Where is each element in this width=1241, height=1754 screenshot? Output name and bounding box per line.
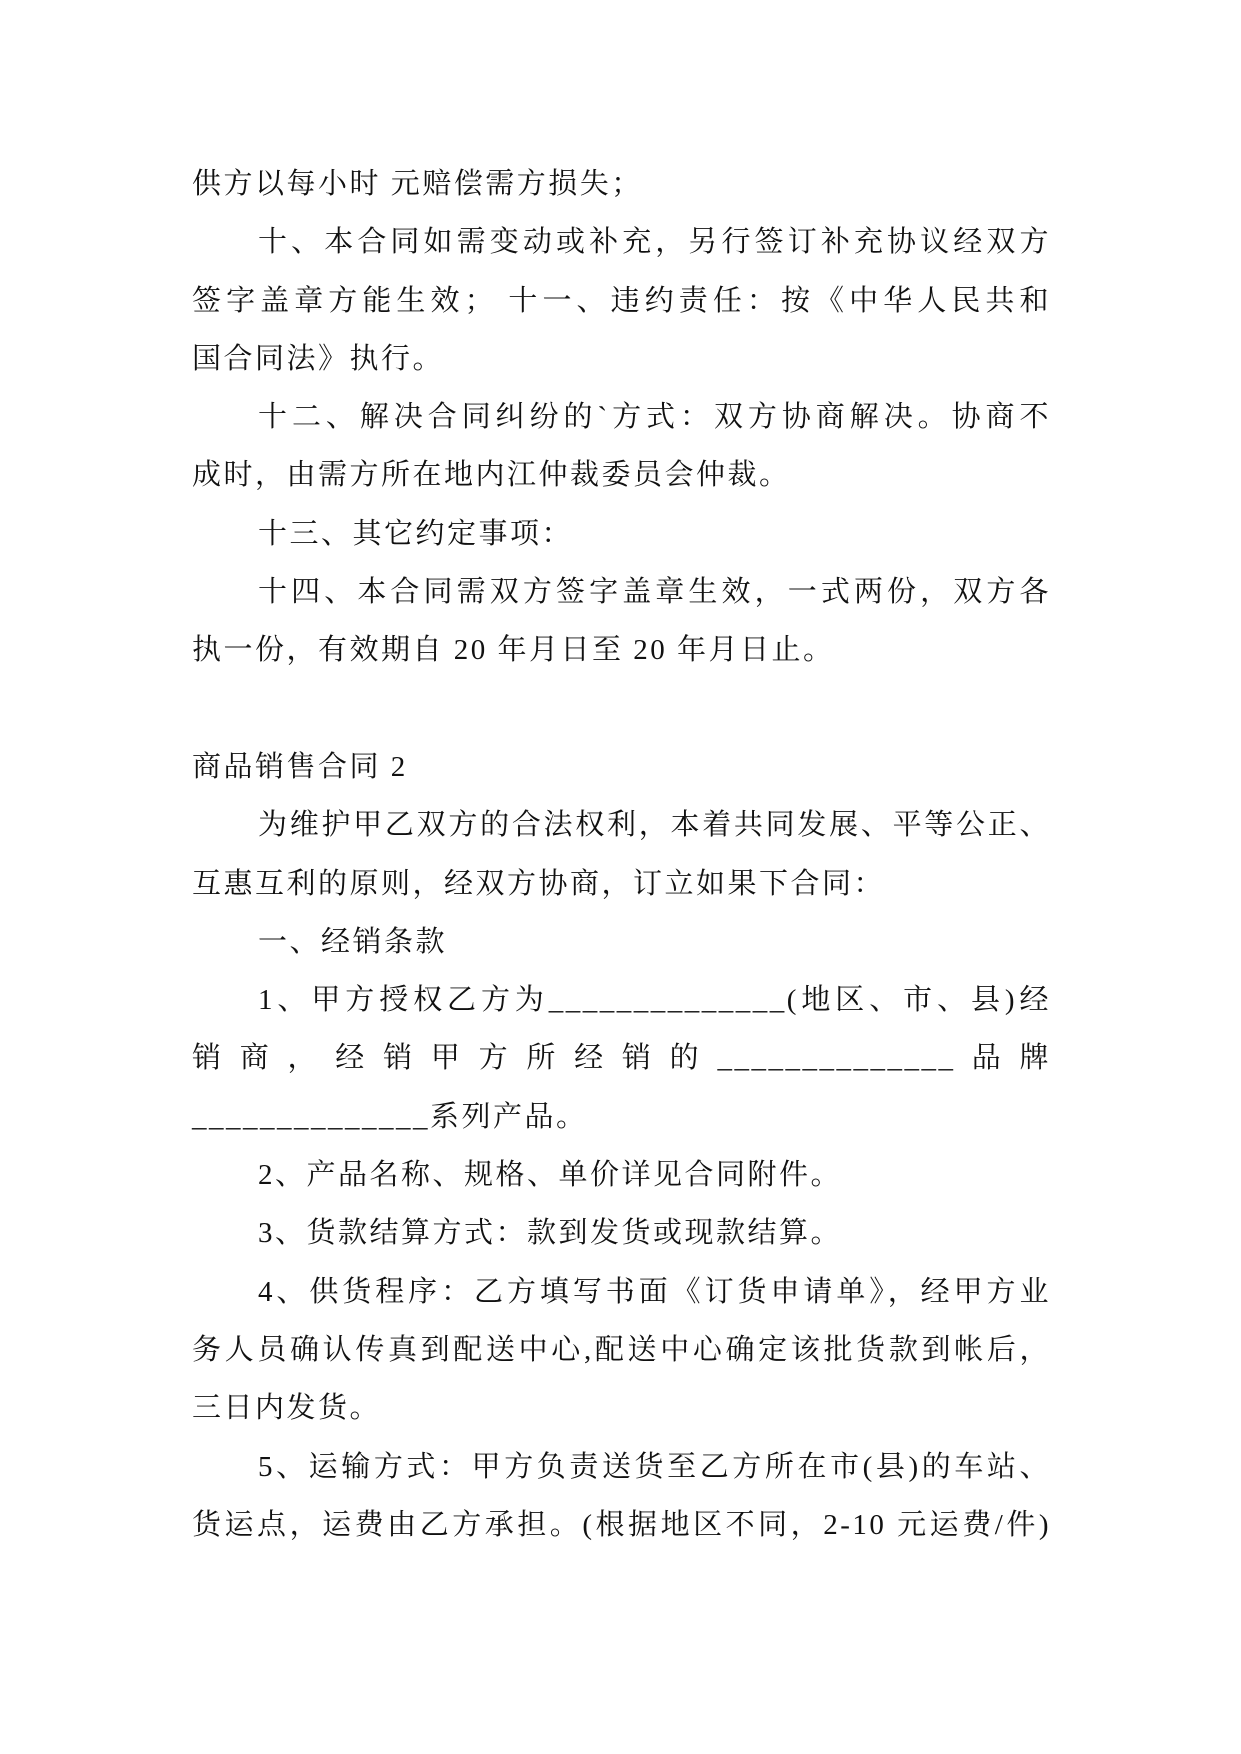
preamble-paragraph [192, 796, 1051, 913]
item-4-paragraph [192, 1263, 1051, 1438]
text-line: 货运点，运费由乙方承担。(根据地区不同，2-10 元运费/件) [192, 1508, 1051, 1541]
text-line: 成时，由需方所在地内江仲裁委员会仲裁。 [192, 459, 791, 492]
section-heading [192, 913, 1051, 971]
clause-12-paragraph [192, 388, 1051, 505]
text-line: 十、本合同如需变动或补充，另行签订补充协议经双方 [258, 226, 1051, 259]
text-line: 4、供货程序：乙方填写书面《订货申请单》，经甲方业 [258, 1275, 1051, 1308]
item-3-paragraph [192, 1204, 1051, 1262]
item-1-paragraph [192, 971, 1051, 1146]
text-line: 3、货款结算方式：款到发货或现款结算。 [258, 1217, 843, 1250]
text-line: 十四、本合同需双方签字盖章生效，一式两份，双方各 [258, 576, 1051, 609]
text-line: 供方以每小时 元赔偿需方损失； [192, 168, 643, 200]
text-line: 2、产品名称、规格、单价详见合同附件。 [258, 1159, 843, 1192]
text-line: 销商，经销甲方所经销的______________品牌 [192, 1042, 1051, 1075]
contract-title [192, 738, 1051, 796]
text-line: 国合同法》执行。 [192, 342, 445, 375]
text-line: 为维护甲乙双方的合法权利，本着共同发展、平等公正、 [258, 809, 1051, 842]
clause-14-paragraph [192, 563, 1051, 680]
text-line: 十三、其它约定事项： [258, 517, 574, 550]
text-line: 1、甲方授权乙方为______________(地区、市、县)经 [258, 984, 1051, 1017]
text-line: 三日内发货。 [192, 1392, 382, 1425]
text-line: 互惠互利的原则，经双方协商，订立如果下合同： [192, 867, 886, 900]
previous-contract-tail [192, 155, 1051, 680]
text-line: 一、经销条款 [258, 925, 448, 958]
text-line: 5、运输方式：甲方负责送货至乙方所在市(县)的车站、 [258, 1450, 1051, 1483]
clause-13-paragraph [192, 505, 1051, 563]
title-text: 商品销售合同 2 [192, 750, 408, 783]
contract-2 [192, 738, 1051, 1554]
text-line: ______________系列产品。 [192, 1100, 588, 1133]
text-line: 签字盖章方能生效； 十一、违约责任：按《中华人民共和 [192, 284, 1051, 317]
item-5-paragraph [192, 1438, 1051, 1555]
clause-9-continuation [192, 155, 1051, 213]
text-line: 十二、解决合同纠纷的`方式：双方协商解决。协商不 [258, 401, 1051, 434]
clause-10-paragraph [192, 213, 1051, 388]
item-2-paragraph [192, 1146, 1051, 1204]
text-line: 执一份，有效期自 20 年月日至 20 年月日止。 [192, 634, 835, 667]
text-line: 务人员确认传真到配送中心,配送中心确定该批货款到帐后， [192, 1333, 1051, 1366]
